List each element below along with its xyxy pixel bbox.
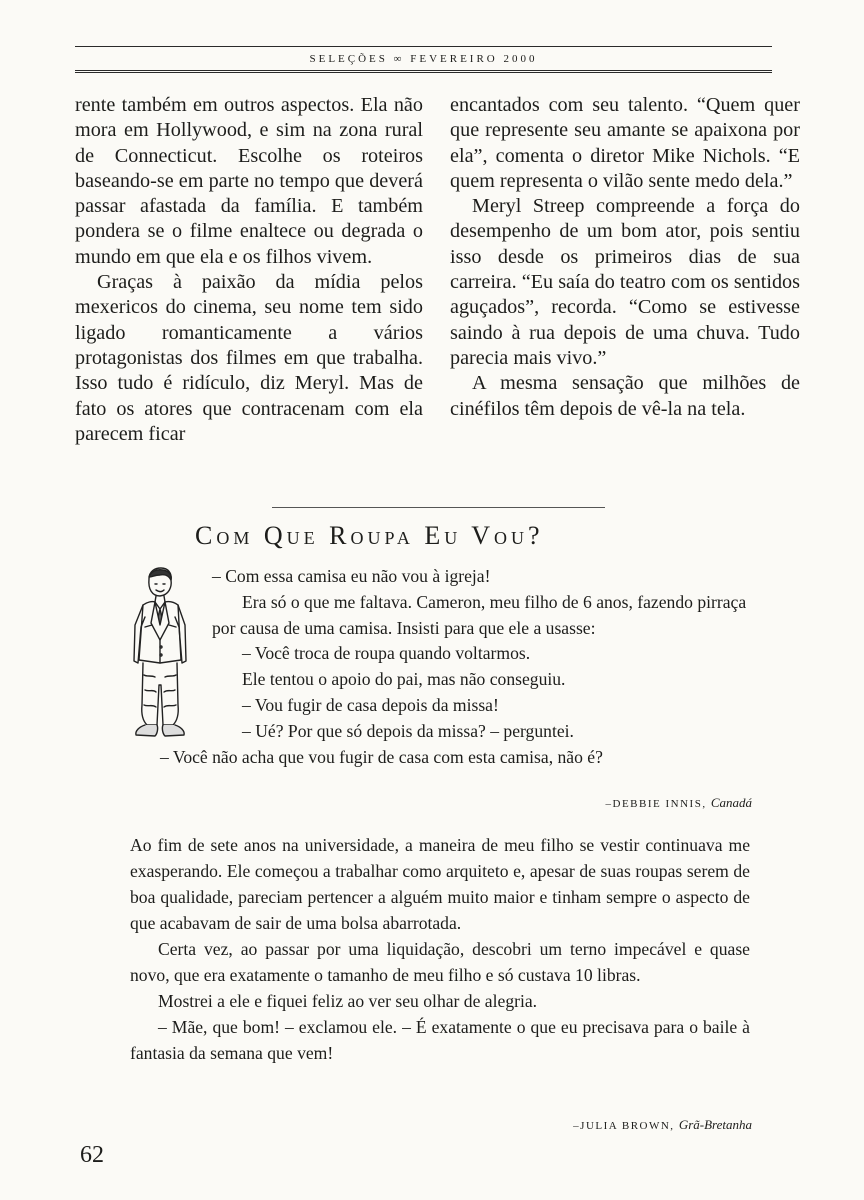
signature-author: –DEBBIE INNIS,: [605, 798, 707, 810]
page-number: 62: [80, 1142, 104, 1168]
anecdote-line: – Ué? Por que só depois da missa? – perguntei.: [242, 720, 574, 741]
anecdote-line: – Você não acha que vou fugir de casa com esta camisa, não é?: [160, 746, 603, 767]
header-title: SELEÇÕES ∞ FEVEREIRO 2000: [309, 53, 538, 65]
article-paragraph: Graças à paixão da mídia pelos mexericos do cinema, seu nome tem sido ligado romanticamente a vários protagonistas dos filmes em que trabalha. Isso tudo é ridículo, diz Meryl. Mas de fato os atores que contracenam com ela parecem ficar: [75, 271, 423, 445]
section-title: Com Que Roupa Eu Vou?: [195, 521, 544, 550]
article-paragraph: A mesma sensação que milhões de cinéfilos têm depois de vê-la na tela.: [450, 372, 800, 420]
anecdote-two: [130, 832, 750, 1066]
anecdote-paragraph: – Mãe, que bom! – exclamou ele. – É exatamente o que eu precisava para o baile à fantasia da semana que vem!: [130, 1017, 750, 1063]
anecdote-line: – Com essa camisa eu não vou à igreja!: [212, 566, 491, 586]
signature-place: Canadá: [710, 795, 752, 810]
anecdote-line: – Vou fugir de casa depois da missa!: [242, 694, 499, 715]
article-paragraph: Meryl Streep compreende a força do desempenho de um bom ator, pois sentiu isso desde os primeiros dias de sua carreira. “Eu saía do teatro com os sentidos aguçados”, recorda. “Como se estivesse saindo à rua depois de uma chuva. Tudo parecia mais vivo.”: [450, 195, 800, 369]
anecdote-paragraph: Ao fim de sete anos na universidade, a maneira de meu filho se vestir continuava me exasperando. Ele começou a trabalhar como arquiteto e, apesar de suas roupas serem de boa qualidade, pareciam pertencer a alguém muito maior e tinham sempre o aspecto de que acabavam de sair de uma bolsa abarrotada.: [130, 835, 750, 933]
anecdote-paragraph: Mostrei a ele e fiquei feliz ao ver seu olhar de alegria.: [158, 991, 538, 1011]
article-column-right: [450, 93, 800, 422]
anecdote-one-signature: [440, 795, 752, 811]
anecdote-paragraph: Certa vez, ao passar por uma liquidação, descobri um terno impecável e quase novo, que era exatamente o tamanho de meu filho e só custava 10 libras.: [130, 939, 750, 985]
running-header: [75, 46, 772, 75]
signature-author: –JULIA BROWN,: [573, 1120, 675, 1132]
signature-place: Grã-Bretanha: [678, 1117, 752, 1132]
anecdote-two-signature: [440, 1117, 752, 1133]
anecdote-one: [160, 564, 752, 770]
man-in-suit-illustration: [125, 565, 195, 745]
anecdote-line: Era só o que me faltava. Cameron, meu filho de 6 anos, fazendo pirraça por causa de uma camisa. Insisti para que ele a usasse:: [212, 591, 747, 638]
article-column-left: [75, 93, 423, 447]
anecdote-line: – Você troca de roupa quando voltarmos.: [242, 643, 531, 664]
section-divider: [272, 507, 605, 508]
article-paragraph: rente também em outros aspectos. Ela não mora em Hollywood, e sim na zona rural de Connecticut. Escolhe os roteiros baseando-se em parte no tempo que deverá passar afastada da família. E também pondera se o filme enaltece ou degrada o mundo em que ela e os filhos vivem.: [75, 94, 423, 268]
anecdote-line: Ele tentou o apoio do pai, mas não conseguiu.: [242, 669, 566, 690]
article-paragraph: encantados com seu talento. “Quem quer que represente seu amante se apaixona por ela”, comenta o diretor Mike Nichols. “E quem representa o vilão sente medo dela.”: [450, 94, 800, 192]
header-rule-bottom: [75, 70, 772, 75]
